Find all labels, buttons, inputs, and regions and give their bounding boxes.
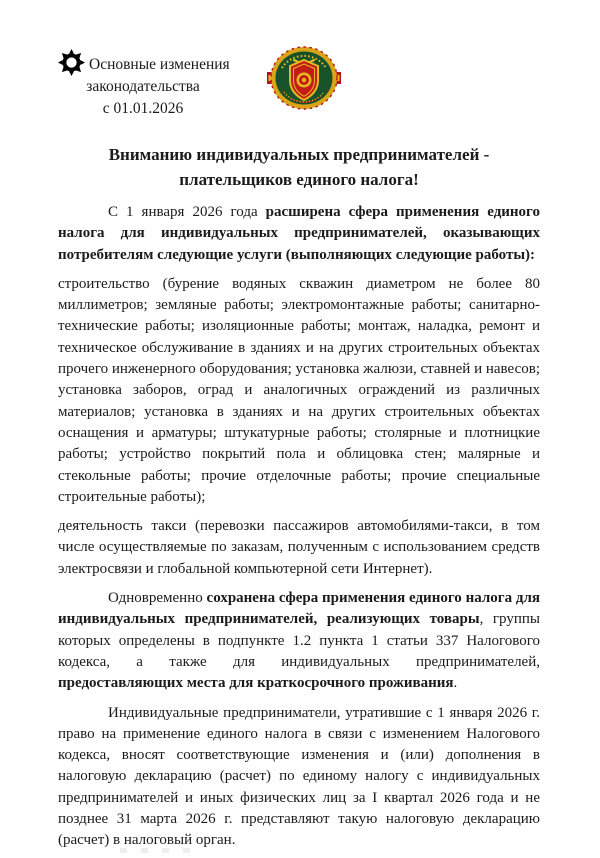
gear-sun-icon: [58, 49, 85, 76]
page-title-line-1: Вниманию индивидуальных предпринимателей -: [108, 145, 490, 164]
paragraph: С 1 января 2026 года расширена сфера применения единого налога для индивидуальных предпринимателей, оказывающих потребителям следующие услуги (выполняющих следующие работы):: [58, 204, 540, 263]
paragraph: деятельность такси (перевозки пассажиров автомобилями-такси, в том числе осуществляемые по заказам, полученным с использованием средств электросвязи и глобальной компьютерной сети Интернет).: [58, 518, 540, 577]
page-title: [58, 142, 540, 192]
ministry-emblem-icon: [266, 44, 342, 114]
header-title-text: Основные изменения: [89, 56, 230, 73]
paragraph: строительство (бурение водяных скважин диаметром не более 80 миллиметров; земляные работы; электромонтажные работы; санитарно-технические работы; изоляционные работы; монтаж, наладка, ремонт и техническое обслуживание в зданиях и на других строительных объектах прочего инженерного оборудования; установка жалюзи, ставней и навесов; установка заборов, оград и аналогичных ограждений из различных материалов; установка в зданиях и на других строительных объектах оснащения и арматуры; штукатурные работы; столярные и плотницкие работы; устройство покрытий пола и облицовка стен; малярные и стекольные работы; прочие отделочные работы; прочие специальные строительные работы);: [58, 275, 540, 505]
header-line-2: законодательства: [86, 78, 200, 95]
header-text-block: [58, 54, 254, 120]
paragraphs: [58, 202, 540, 852]
header-date: с 01.01.2026: [102, 100, 184, 117]
paragraph: Одновременно сохранена сфера применения единого налога для индивидуальных предпринимателей, реализующих товары, группы которых определены в подпункте 1.2 пункта 1 статьи 337 Налогового кодекса, а также для индивидуальных предпринимателей, предоставляющих места для краткосрочного проживания.: [58, 590, 540, 692]
page-title-line-2: плательщиков единого налога!: [179, 170, 419, 189]
paragraph: Индивидуальные предприниматели, утратившие с 1 января 2026 г. право на применение единого налога в связи с изменением Налогового кодекса, вносят соответствующие изменения и (или) дополнения в налоговую декларацию (расчет) по единому налогу с индивидуальных предпринимателей и иных физических лиц за I квартал 2026 года и не позднее 31 марта 2026 г. представляют такую налоговую декларацию (расчет) в налоговый орган.: [58, 704, 540, 849]
scan-artifact-marks: [120, 840, 280, 846]
header-line-1: [58, 54, 254, 76]
document-header: [58, 48, 540, 134]
